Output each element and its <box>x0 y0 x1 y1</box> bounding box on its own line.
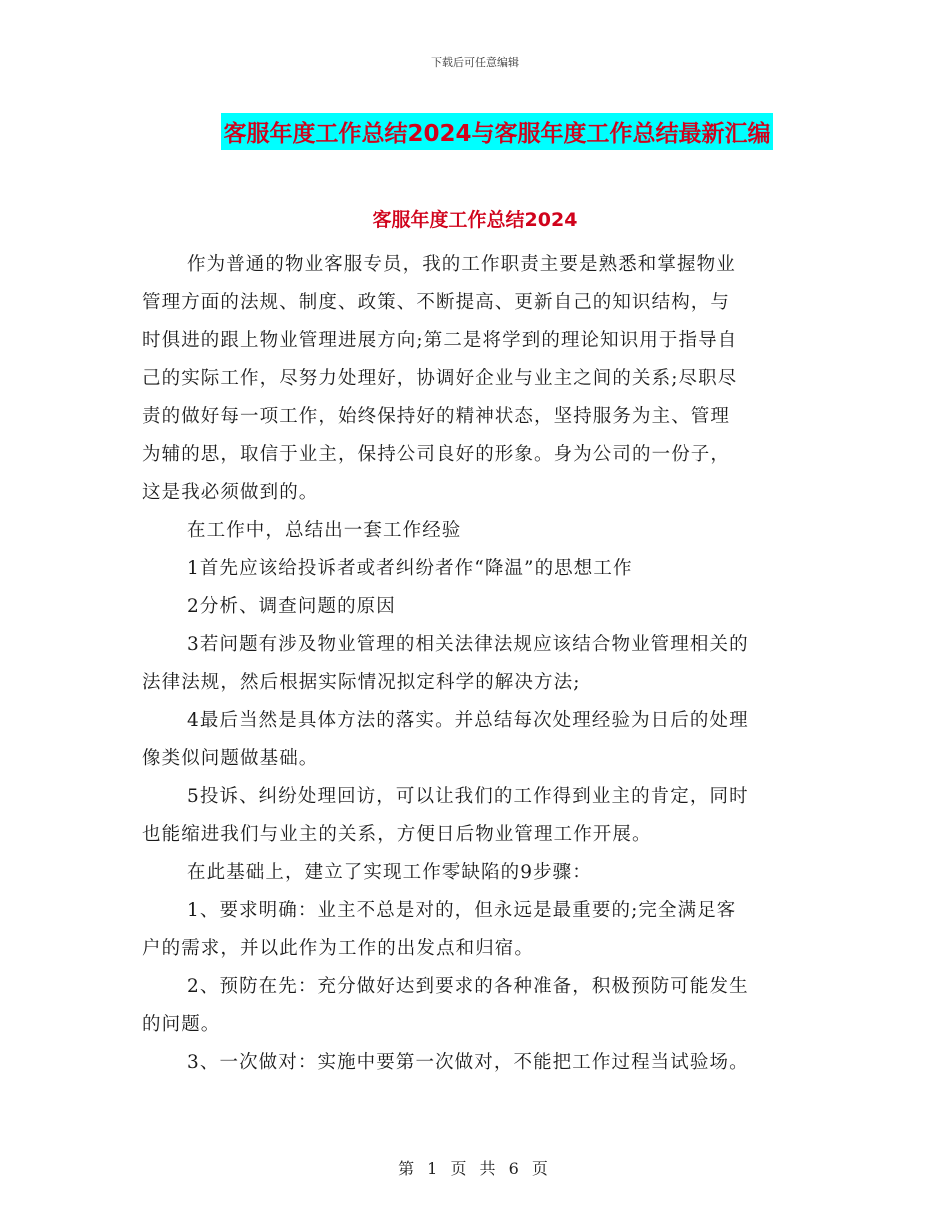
page-footer: 第 1 页 共 6 页 <box>398 1159 552 1178</box>
paragraph-line: 管理方面的法规、制度、政策、不断提高、更新自己的知识结构，与 <box>142 292 731 313</box>
paragraph-line: 户的需求，并以此作为工作的出发点和归宿。 <box>142 938 535 959</box>
paragraph-line: 在此基础上，建立了实现工作零缺陷的9步骤： <box>187 862 592 883</box>
paragraph-line: 2分析、调查问题的原因 <box>187 596 396 617</box>
paragraph-line: 2、预防在先：充分做好达到要求的各种准备，积极预防可能发生 <box>187 976 749 997</box>
paragraph-line: 5投诉、纠纷处理回访，可以让我们的工作得到业主的肯定，同时 <box>187 786 749 807</box>
paragraph-line: 这是我必须做到的。 <box>142 482 319 503</box>
main-title-wrap <box>0 113 950 150</box>
paragraph-line: 己的实际工作，尽努力处理好，协调好企业与业主之间的关系;尽职尽 <box>142 368 738 389</box>
paragraph-line: 时俱进的跟上物业管理进展方向;第二是将学到的理论知识用于指导自 <box>142 330 738 351</box>
paragraph-line: 1、要求明确：业主不总是对的，但永远是最重要的;完全满足客 <box>187 900 737 921</box>
paragraph-line: 作为普通的物业客服专员，我的工作职责主要是熟悉和掌握物业 <box>187 254 736 275</box>
paragraph-line: 像类似问题做基础。 <box>142 748 319 769</box>
paragraph-line: 在工作中，总结出一套工作经验 <box>187 520 462 541</box>
header-note: 下载后可任意编辑 <box>431 56 519 69</box>
paragraph-line: 为辅的思，取信于业主，保持公司良好的形象。身为公司的一份子， <box>142 444 731 465</box>
paragraph-line: 3、一次做对：实施中要第一次做对，不能把工作过程当试验场。 <box>187 1052 749 1073</box>
paragraph-line: 4最后当然是具体方法的落实。并总结每次处理经验为日后的处理 <box>187 710 749 731</box>
paragraph-line: 的问题。 <box>142 1014 221 1035</box>
paragraph-line: 责的做好每一项工作，始终保持好的精神状态，坚持服务为主、管理 <box>142 406 731 427</box>
paragraph-line: 也能缩进我们与业主的关系，方便日后物业管理工作开展。 <box>142 824 652 845</box>
paragraph-line: 3若问题有涉及物业管理的相关法律法规应该结合物业管理相关的 <box>187 634 749 655</box>
paragraph-line: 法律法规，然后根据实际情况拟定科学的解决方法; <box>142 672 581 693</box>
main-title: 客服年度工作总结2024与客服年度工作总结最新汇编 <box>221 113 772 150</box>
subtitle: 客服年度工作总结2024 <box>372 209 578 231</box>
paragraph-line: 1首先应该给投诉者或者纠纷者作“降温”的思想工作 <box>187 558 633 579</box>
body-text <box>142 246 810 1082</box>
